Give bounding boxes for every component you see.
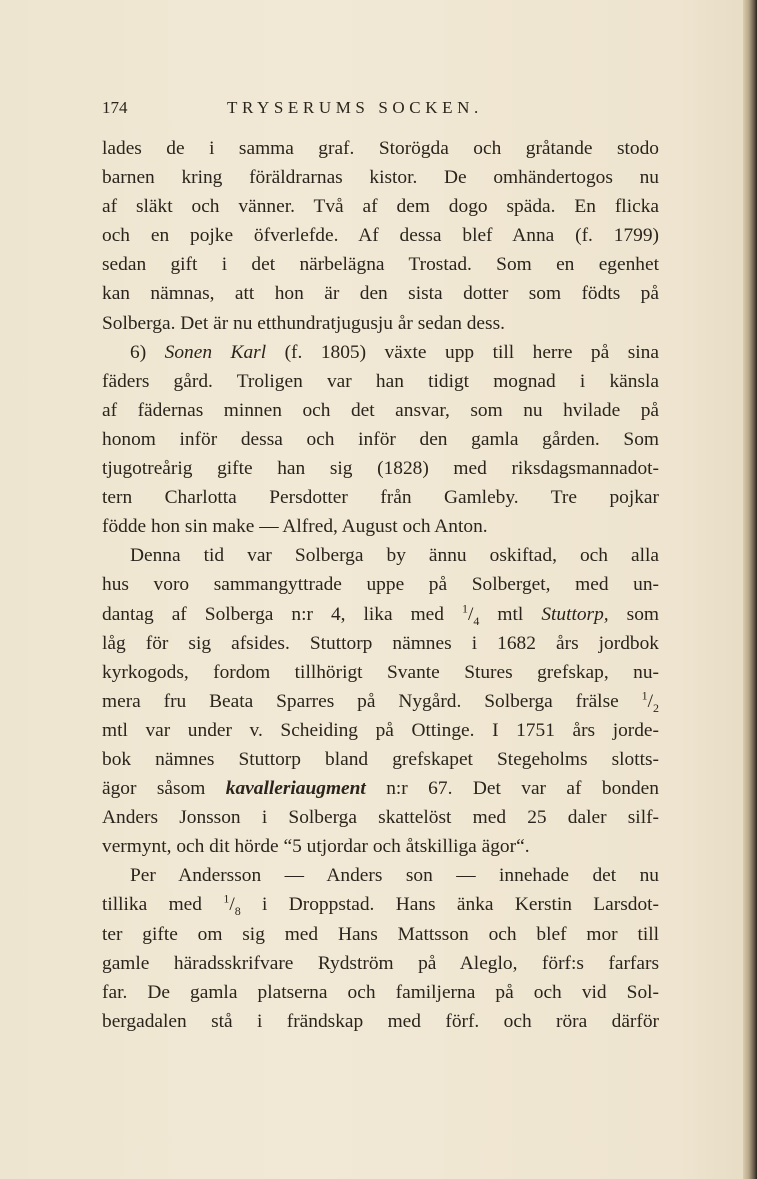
text-line: af släkt och vänner. Två af dem dogo späda. En flicka (102, 196, 659, 218)
text-line: Per Andersson — Anders son — innehade det nu (130, 865, 659, 887)
emphasis-name: Sonen Karl (164, 341, 267, 363)
text-line (102, 687, 659, 716)
text-line: vermynt, och dit hörde “5 utjordar och åtskilliga ägor“. (102, 836, 530, 858)
text-span: ägor såsom (102, 778, 226, 800)
text-line: bok nämnes Stuttorp bland grefskapet Stegeholms slotts- (102, 748, 659, 770)
emphasis-term: kavalleriaugment (225, 778, 366, 800)
fraction-numerator: 1 (641, 688, 648, 703)
fraction-denominator: 2 (653, 700, 659, 715)
text-span: 6) (130, 341, 165, 363)
text-line: tjugotreårig gifte han sig (1828) med riksdagsmannadot- (102, 458, 659, 480)
fraction-slash: / (647, 690, 653, 712)
text-line: Denna tid var Solberga by ännu oskiftad, och alla (130, 545, 659, 567)
text-line: far. De gamla platserna och familjerna på och vid Sol- (102, 981, 659, 1003)
text-line: kan nämnas, att hon är den sista dotter som födts på (102, 283, 659, 305)
text-line: lades de i samma graf. Storögda och gråtande stodo (102, 138, 659, 159)
text-line: af fädernas minnen och det ansvar, som nu hvilade på (102, 399, 659, 421)
text-span: dantag af Solberga n:r 4, lika med (102, 603, 463, 625)
text-line: honom inför dessa och inför den gamla gården. Som (102, 428, 659, 450)
text-line (102, 338, 659, 367)
text-line: sedan gift i det närbelägna Trostad. Som en egenhet (102, 254, 659, 276)
text-line: barnen kring föräldrarnas kistor. De omhändertogos nu (102, 167, 659, 189)
running-title: TRYSERUMS SOCKEN. (227, 98, 483, 117)
page-body (102, 134, 659, 1036)
text-line (102, 890, 659, 919)
fraction-slash: / (229, 894, 235, 916)
text-line: mtl var under v. Scheiding på Ottinge. I 1751 års jorde- (102, 719, 659, 741)
text-line: gamle häradsskrifvare Rydström på Aleglo, förf:s farfars (102, 952, 659, 974)
fraction-denominator: 8 (234, 904, 241, 919)
text-line (102, 774, 659, 803)
text-span: (f. 1805) växte upp till herre på sina (266, 341, 659, 363)
text-line: kyrkogods, fordom tillhörigt Svante Stures grefskap, nu- (102, 661, 659, 683)
text-line (102, 600, 659, 629)
page-edge (743, 0, 757, 1179)
text-line: hus voro sammangyttrade uppe på Solberget, med un- (102, 574, 659, 596)
fraction-numerator: 1 (223, 891, 230, 906)
fraction-numerator: 1 (462, 601, 469, 616)
page-header (102, 98, 662, 126)
text-span: n:r 67. Det var af bonden (365, 778, 659, 800)
text-line: bergadalen stå i frändskap med förf. och röra därför (102, 1010, 659, 1032)
text-line: låg för sig afsides. Stuttorp nämnes i 1682 års jordbok (102, 632, 659, 654)
fraction-slash: / (468, 603, 474, 625)
text-line: och en pojke öfverlefde. Af dessa blef Anna (f. 1799) (102, 225, 659, 247)
text-line: fäders gård. Troligen var han tidigt mognad i känsla (102, 370, 659, 392)
text-span: i Droppstad. Hans änka Kerstin Larsdot- (240, 894, 659, 916)
emphasis-place: Stuttorp, (541, 603, 609, 625)
text-span: mtl (479, 603, 542, 625)
text-line: Solberga. Det är nu etthundratjugusju år sedan dess. (102, 312, 505, 334)
page-number: 174 (102, 98, 128, 117)
text-line: Anders Jonsson i Solberga skattelöst med 25 daler silf- (102, 807, 659, 829)
text-span: som (608, 603, 659, 625)
text-line: födde hon sin make — Alfred, August och Anton. (102, 516, 488, 538)
text-line: ter gifte om sig med Hans Mattsson och blef mor till (102, 923, 659, 945)
text-span: mera fru Beata Sparres på Nygård. Solberga frälse (102, 690, 642, 712)
text-span: tillika med (102, 894, 224, 916)
text-line: tern Charlotta Persdotter från Gamleby. Tre pojkar (102, 487, 659, 509)
fraction-denominator: 4 (473, 613, 480, 628)
